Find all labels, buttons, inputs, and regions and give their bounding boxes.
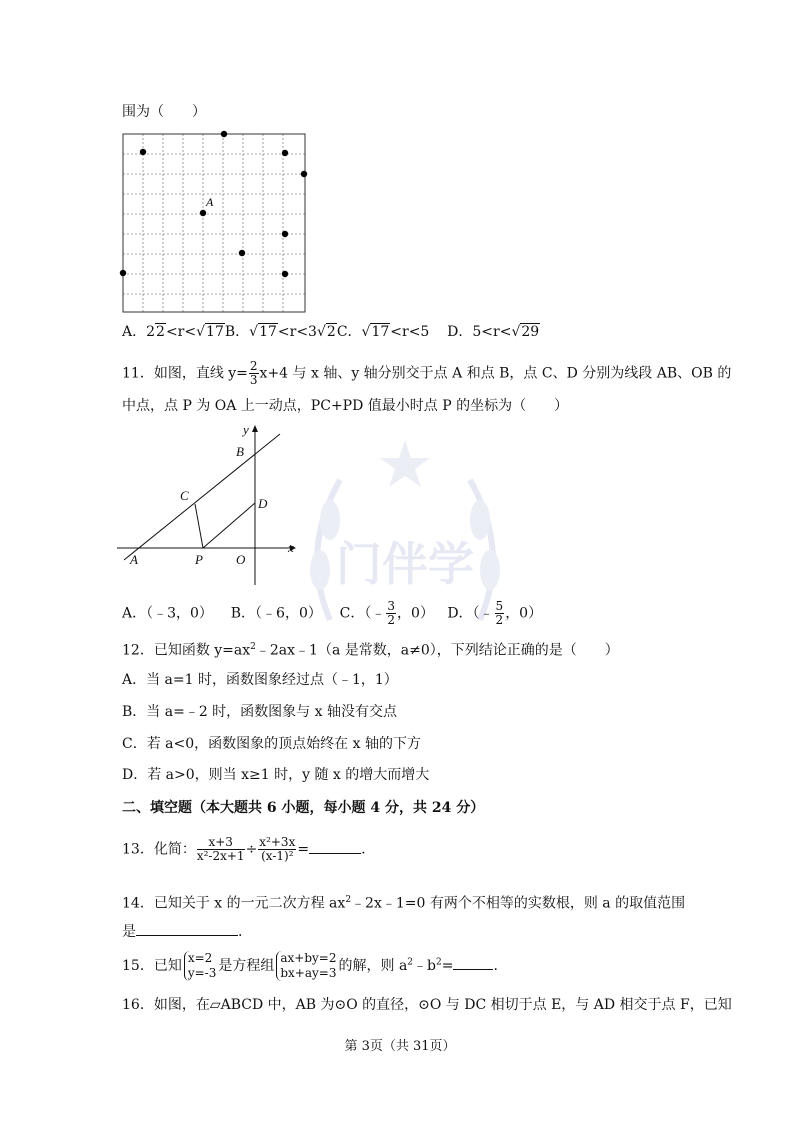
grid-label-A: A <box>206 195 214 209</box>
q13-answer-blank[interactable] <box>309 839 361 854</box>
label-x: x <box>288 540 294 555</box>
q12-option-a: A．当 a=1 时，函数图象经过点（﹣1，1） <box>122 672 398 688</box>
q12-option-c: C．若 a<0，函数图象的顶点始终在 x 轴的下方 <box>122 736 421 752</box>
q14-line2: 是 . <box>122 921 242 942</box>
label-O: O <box>236 552 246 567</box>
section-2-heading: 二、填空题（本大题共 6 小题，每小题 4 分，共 24 分） <box>122 800 485 816</box>
page-footer: 第 3页（共 31页） <box>344 1039 456 1054</box>
label-A: A <box>130 552 138 567</box>
watermark-text: 门伴学 <box>336 539 474 590</box>
label-D: D <box>258 496 268 511</box>
q14-line1: 14．已知关于 x 的一元二次方程 $ax^2﹣2x﹣1=0$ 有两个不相等的实数根，则 a 的取值范围 <box>122 895 686 912</box>
q11-stem-line1: 11．如图，直线 y= $\frac{2}{3}$ x+4 与 x 轴、y 轴分别交于点 A 和点 B，点 C、D 分别为线段 AB、OB 的 <box>122 359 732 387</box>
q10-options: A．22<r<√17B．√17<r<3√2C．√17<r<5 D．5<r<√29 <box>122 324 540 340</box>
watermark-logo <box>290 420 520 670</box>
q10-grid-figure <box>118 126 314 318</box>
label-y: y <box>243 422 249 437</box>
q12-stem: 12．已知函数 $y=ax^2﹣2ax﹣1(a$ 是常数，a≠0），下列结论正确的是（ ） <box>122 642 619 659</box>
q12-option-b: B．当 a=﹣2 时，函数图象与 x 轴没有交点 <box>122 704 397 720</box>
grid-point <box>282 150 288 156</box>
grid-point <box>282 271 288 277</box>
grid-point <box>282 231 288 237</box>
q10-stem-tail: 围为（ ） <box>122 104 206 120</box>
q15-answer-blank[interactable] <box>453 955 493 970</box>
grid-point-A <box>200 210 206 216</box>
grid-point <box>301 171 307 177</box>
grid-point <box>239 250 245 256</box>
label-B: B <box>236 444 244 459</box>
q11-figure <box>112 420 302 590</box>
label-P: P <box>195 552 203 567</box>
q12-option-d: D．若 a>0，则当 x≥1 时，y 随 x 的增大而增大 <box>122 767 430 783</box>
grid-point <box>120 270 126 276</box>
grid-point <box>140 149 146 155</box>
q15: 15．已知 x=2 y=-3 是方程组 ax+by=2 bx+ay=3 的解，则 $a^2﹣b^2=$ . <box>122 951 498 980</box>
q11-stem-line2: 中点，点 P 为 OA 上一动点，PC+PD 值最小时点 P 的坐标为（ ） <box>122 398 569 414</box>
q14-answer-blank[interactable] <box>136 921 238 936</box>
q11-slope-fraction: $\frac{2}{3}$ <box>249 359 258 387</box>
grid-point <box>221 131 227 137</box>
q13: 13．化简： $\frac{x+3}{\text{x²-2x+1}}$ ÷ $\frac{\text{x²+3x}}{\text{(x-1)²}}$ = . <box>122 835 366 863</box>
q16-stem: 16．如图，在▱ABCD 中，AB 为⊙O 的直径，⊙O 与 DC 相切于点 E，与 AD 相交于点 F，已知 <box>122 997 732 1013</box>
label-C: C <box>180 488 189 503</box>
q11-options: A．（﹣3，0） B．（﹣6，0） C．（﹣ $\frac{3}{2}$ ，0） D．（﹣ $\frac{5}{2}$ ，0） <box>122 599 543 627</box>
